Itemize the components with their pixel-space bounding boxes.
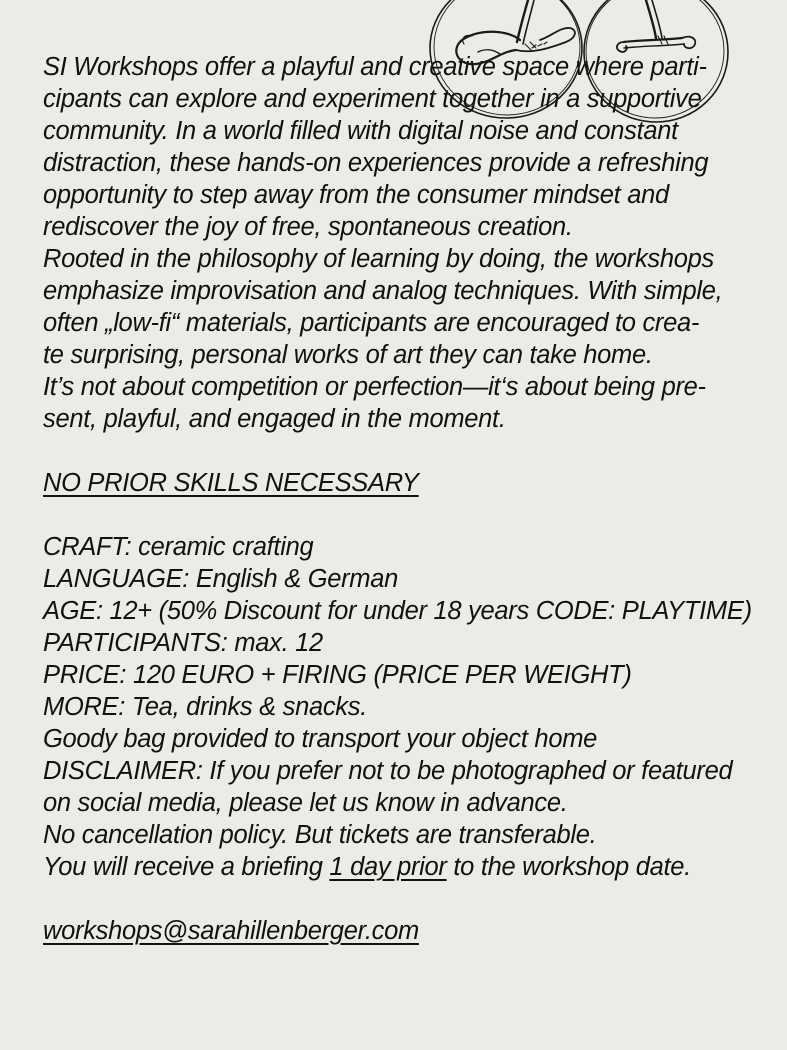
notice-line bbox=[43, 467, 747, 499]
detail-disclaimer-cont: on social media, please let us know in advance. bbox=[43, 789, 568, 817]
intro-line: SI Workshops offer a playful and creative space where parti- bbox=[43, 53, 707, 81]
briefing-link[interactable]: 1 day prior bbox=[329, 853, 447, 881]
intro-line: community. In a world filled with digital noise and constant bbox=[43, 117, 678, 145]
workshop-description bbox=[43, 51, 752, 947]
spacer bbox=[43, 883, 747, 915]
detail-cancellation: No cancellation policy. But tickets are transferable. bbox=[43, 821, 597, 849]
intro-line: rediscover the joy of free, spontaneous creation. bbox=[43, 213, 573, 241]
contact-line bbox=[43, 915, 747, 947]
email-link[interactable]: workshops@sarahillenberger.com bbox=[43, 917, 419, 945]
detail-goody-bag: Goody bag provided to transport your object home bbox=[43, 725, 598, 753]
detail-language: LANGUAGE: English & German bbox=[43, 565, 399, 593]
detail-age: AGE: 12+ (50% Discount for under 18 years CODE: PLAYTIME) bbox=[43, 597, 752, 625]
intro-line: distraction, these hands-on experiences provide a refreshing bbox=[43, 149, 709, 177]
intro-line: opportunity to step away from the consumer mindset and bbox=[43, 181, 669, 209]
spacer bbox=[43, 435, 747, 467]
intro-line: emphasize improvisation and analog techniques. With simple, bbox=[43, 277, 723, 305]
detail-participants: PARTICIPANTS: max. 12 bbox=[43, 629, 323, 657]
briefing-text-after: to the workshop date. bbox=[446, 853, 691, 881]
spacer bbox=[43, 499, 747, 531]
intro-line: cipants can explore and experiment together in a supportive bbox=[43, 85, 702, 113]
intro-line: te surprising, personal works of art they can take home. bbox=[43, 341, 653, 369]
intro-line: sent, playful, and engaged in the moment. bbox=[43, 405, 506, 433]
no-prior-skills-notice: NO PRIOR SKILLS NECESSARY bbox=[43, 469, 419, 497]
detail-craft: CRAFT: ceramic crafting bbox=[43, 533, 314, 561]
intro-line: Rooted in the philosophy of learning by doing, the workshops bbox=[43, 245, 714, 273]
intro-line: often „low-fi“ materials, participants are encouraged to crea- bbox=[43, 309, 700, 337]
intro-line: It’s not about competition or perfection—it‘s about being pre- bbox=[43, 373, 706, 401]
detail-briefing bbox=[43, 851, 747, 883]
detail-price: PRICE: 120 EURO + FIRING (PRICE PER WEIGHT) bbox=[43, 661, 632, 689]
detail-disclaimer: DISCLAIMER: If you prefer not to be photographed or featured bbox=[43, 757, 733, 785]
detail-more: MORE: Tea, drinks & snacks. bbox=[43, 693, 367, 721]
briefing-text-before: You will receive a briefing bbox=[43, 853, 330, 881]
